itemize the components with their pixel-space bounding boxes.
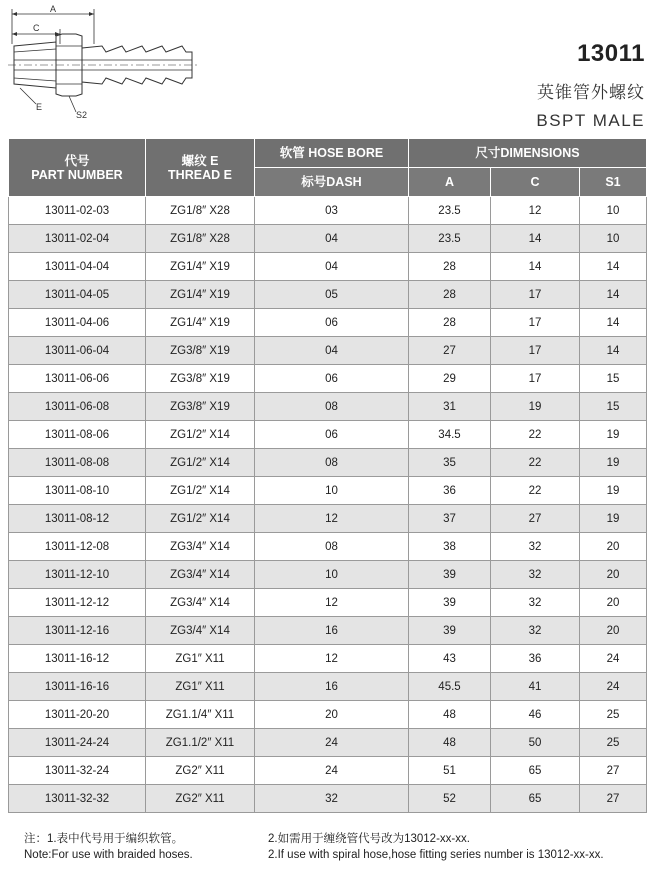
cell-s1: 27 [580,785,647,813]
cell-s1: 15 [580,365,647,393]
cell-dash: 12 [255,645,409,673]
header-dash: 标号DASH [255,168,409,197]
table-row [9,449,647,477]
cell-thread: ZG2″ X11 [146,785,255,813]
cell-a: 29 [409,365,491,393]
cell-dash: 08 [255,393,409,421]
cell-dash: 10 [255,477,409,505]
cell-s1: 24 [580,645,647,673]
cell-dash: 03 [255,197,409,225]
cell-part-number: 13011-08-08 [9,449,146,477]
cell-thread: ZG3/8″ X19 [146,337,255,365]
cell-dash: 04 [255,253,409,281]
cell-part-number: 13011-04-05 [9,281,146,309]
cell-thread: ZG3/8″ X19 [146,365,255,393]
table-row [9,505,647,533]
cell-s1: 19 [580,421,647,449]
cell-c: 46 [491,701,580,729]
header-part-number: 代号 PART NUMBER [9,139,146,197]
cell-a: 37 [409,505,491,533]
cell-thread: ZG3/4″ X14 [146,533,255,561]
cell-c: 17 [491,309,580,337]
cell-part-number: 13011-32-24 [9,757,146,785]
cell-thread: ZG3/4″ X14 [146,561,255,589]
cell-thread: ZG3/4″ X14 [146,589,255,617]
cell-part-number: 13011-08-10 [9,477,146,505]
cell-s1: 14 [580,281,647,309]
cell-part-number: 13011-12-12 [9,589,146,617]
cell-s1: 15 [580,393,647,421]
note-spiral [268,831,604,863]
cell-dash: 06 [255,309,409,337]
label-e: E [36,102,43,112]
cell-c: 17 [491,281,580,309]
cell-thread: ZG3/8″ X19 [146,393,255,421]
cell-s1: 27 [580,757,647,785]
cell-part-number: 13011-02-03 [9,197,146,225]
note1-english: Note:For use with braided hoses. [24,849,193,861]
cell-s1: 14 [580,309,647,337]
cell-dash: 06 [255,421,409,449]
cell-dash: 12 [255,589,409,617]
cell-part-number: 13011-06-08 [9,393,146,421]
cell-dash: 10 [255,561,409,589]
cell-part-number: 13011-06-06 [9,365,146,393]
table-row [9,729,647,757]
cell-c: 17 [491,337,580,365]
cell-part-number: 13011-08-12 [9,505,146,533]
cell-a: 28 [409,281,491,309]
cell-c: 65 [491,785,580,813]
cell-c: 32 [491,617,580,645]
part-code: 13011 [577,40,645,67]
cell-part-number: 13011-12-16 [9,617,146,645]
cell-c: 32 [491,589,580,617]
cell-c: 36 [491,645,580,673]
table-row [9,673,647,701]
cell-thread: ZG1/2″ X14 [146,477,255,505]
cell-part-number: 13011-12-10 [9,561,146,589]
cell-a: 36 [409,477,491,505]
cell-c: 65 [491,757,580,785]
cell-dash: 06 [255,365,409,393]
cell-part-number: 13011-04-04 [9,253,146,281]
cell-c: 17 [491,365,580,393]
cell-thread: ZG3/4″ X14 [146,617,255,645]
cell-part-number: 13011-04-06 [9,309,146,337]
cell-s1: 24 [580,673,647,701]
cell-thread: ZG1/4″ X19 [146,281,255,309]
cell-dash: 24 [255,757,409,785]
cell-thread: ZG1/2″ X14 [146,505,255,533]
cell-dash: 04 [255,225,409,253]
cell-part-number: 13011-08-06 [9,421,146,449]
cell-part-number: 13011-02-04 [9,225,146,253]
cell-s1: 14 [580,337,647,365]
table-row [9,253,647,281]
cell-c: 22 [491,449,580,477]
cell-a: 23.5 [409,225,491,253]
cell-a: 52 [409,785,491,813]
cell-c: 14 [491,253,580,281]
cell-thread: ZG1/2″ X14 [146,449,255,477]
cell-a: 43 [409,645,491,673]
cell-s1: 19 [580,477,647,505]
header-c: C [491,168,580,197]
table-row [9,225,647,253]
table-row [9,533,647,561]
table-row [9,785,647,813]
table-row [9,393,647,421]
cell-c: 41 [491,673,580,701]
cell-dash: 16 [255,617,409,645]
cell-dash: 04 [255,337,409,365]
header-s1: S1 [580,168,647,197]
note-braided [24,831,193,863]
cell-s1: 20 [580,533,647,561]
cell-thread: ZG2″ X11 [146,757,255,785]
cell-dash: 20 [255,701,409,729]
header-thread: 螺纹 E THREAD E [146,139,255,197]
table-row [9,589,647,617]
cell-c: 14 [491,225,580,253]
cell-dash: 24 [255,729,409,757]
cell-part-number: 13011-16-12 [9,645,146,673]
cell-thread: ZG1/4″ X19 [146,253,255,281]
cell-s1: 19 [580,449,647,477]
header-a: A [409,168,491,197]
cell-part-number: 13011-06-04 [9,337,146,365]
cell-a: 31 [409,393,491,421]
cell-dash: 08 [255,449,409,477]
cell-dash: 12 [255,505,409,533]
header-dimensions: 尺寸DIMENSIONS [409,139,647,168]
table-row [9,337,647,365]
table-row [9,421,647,449]
cell-a: 35 [409,449,491,477]
cell-c: 22 [491,477,580,505]
table-row [9,701,647,729]
cell-a: 48 [409,701,491,729]
note2-english: 2.If use with spiral hose,hose fitting series number is 13012-xx-xx. [268,849,604,861]
cell-c: 27 [491,505,580,533]
cell-part-number: 13011-20-20 [9,701,146,729]
cell-a: 48 [409,729,491,757]
cell-c: 32 [491,561,580,589]
cell-s1: 14 [580,253,647,281]
cell-c: 19 [491,393,580,421]
cell-thread: ZG1.1/2″ X11 [146,729,255,757]
title-chinese: 英锥管外螺纹 [537,83,645,102]
cell-a: 28 [409,309,491,337]
table-row [9,757,647,785]
table-row [9,365,647,393]
cell-a: 39 [409,617,491,645]
cell-part-number: 13011-24-24 [9,729,146,757]
cell-s1: 20 [580,561,647,589]
cell-a: 39 [409,561,491,589]
cell-dash: 32 [255,785,409,813]
table-body [9,197,647,813]
cell-a: 27 [409,337,491,365]
cell-a: 38 [409,533,491,561]
cell-s1: 20 [580,617,647,645]
cell-s1: 25 [580,729,647,757]
cell-dash: 16 [255,673,409,701]
cell-a: 28 [409,253,491,281]
cell-part-number: 13011-12-08 [9,533,146,561]
table-row [9,197,647,225]
title-block [536,40,645,131]
cell-a: 23.5 [409,197,491,225]
label-s2: S2 [76,110,88,120]
cell-dash: 05 [255,281,409,309]
cell-thread: ZG1″ X11 [146,645,255,673]
cell-dash: 08 [255,533,409,561]
fitting-diagram [6,4,206,122]
cell-s1: 20 [580,589,647,617]
cell-c: 22 [491,421,580,449]
table-row [9,281,647,309]
table-row [9,645,647,673]
label-a: A [50,4,57,14]
cell-c: 50 [491,729,580,757]
cell-a: 39 [409,589,491,617]
cell-thread: ZG1″ X11 [146,673,255,701]
cell-part-number: 13011-32-32 [9,785,146,813]
cell-a: 51 [409,757,491,785]
cell-s1: 25 [580,701,647,729]
cell-s1: 19 [580,505,647,533]
cell-c: 12 [491,197,580,225]
note1-chinese: 注：1.表中代号用于编织软管。 [24,833,184,845]
spec-table [8,138,647,813]
cell-thread: ZG1/4″ X19 [146,309,255,337]
cell-a: 34.5 [409,421,491,449]
cell-s1: 10 [580,225,647,253]
table-row [9,561,647,589]
cell-part-number: 13011-16-16 [9,673,146,701]
cell-thread: ZG1.1/4″ X11 [146,701,255,729]
cell-a: 45.5 [409,673,491,701]
cell-thread: ZG1/2″ X14 [146,421,255,449]
label-c: C [33,23,40,33]
table-row [9,477,647,505]
cell-s1: 10 [580,197,647,225]
table-row [9,617,647,645]
note2-chinese: 2.如需用于缠绕管代号改为13012-xx-xx. [268,833,470,845]
title-english: BSPT MALE [536,111,645,130]
cell-thread: ZG1/8″ X28 [146,197,255,225]
cell-thread: ZG1/8″ X28 [146,225,255,253]
cell-c: 32 [491,533,580,561]
header-hose-bore: 软管 HOSE BORE [255,139,409,168]
table-row [9,309,647,337]
